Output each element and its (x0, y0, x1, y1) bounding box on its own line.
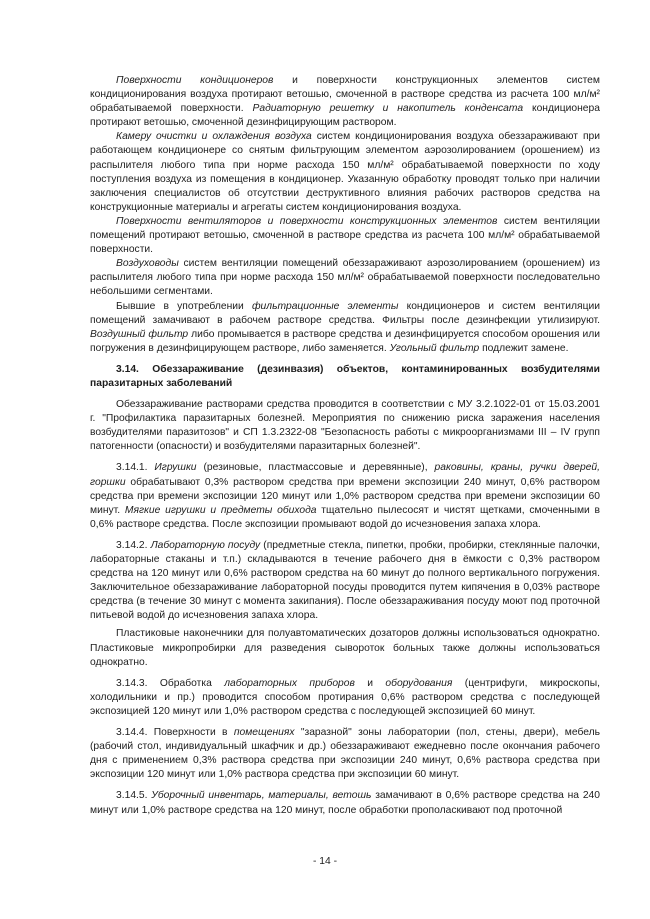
paragraph-air-ducts: Воздуховоды систем вентиляции помещений обеззараживают аэрозолированием (орошением) из распылителя любого типа при норме расхода 150 мл/м² обрабатываемой поверхности последовательно небольшими сегментами. (90, 258, 600, 298)
paragraph-conditioner-surfaces: Поверхности кондиционеров и поверхности конструкционных элементов систем кондиционирования воздуха протирают ветошью, смоченной в растворе средства из расчета 100 мл/м² обрабатываемой поверхности. Радиаторную решетку и накопитель конденсата кондиционера протирают ветошью, смоченной дезинфицирующим раствором. (90, 75, 600, 129)
paragraph-3-14-3-lab-devices: 3.14.3. Обработка лабораторных приборов и оборудования (центрифуги, микроскопы, холодильники и пр.) проводится способом протирания 0,6% раствором средства с последующей экспозицией 120 минут или 1,0% раствором средства с последующей экспозицией 60 минут. (90, 677, 600, 717)
paragraph-3-14-2-lab-glassware: 3.14.2. Лабораторную посуду (предметные стекла, пипетки, пробки, пробирки, стеклянные палочки, лабораторные стаканы и т.п.) складываются в течение рабочего дня в ёмкости с 0,3% раствором средства на 120 минут или 0,6% раствором средства на 60 минут до полного вертикального погружения. Заключительное обеззараживание лабораторной посуды проводится путем кипячения в 0,03% растворе средства (в течение 30 минут с момента закипания). После обеззараживания посуду моют под проточной питьевой водой до исчезновения запаха хлора. (90, 539, 600, 622)
paragraph-fan-surfaces: Поверхности вентиляторов и поверхности конструкционных элементов систем вентиляции помещений протирают ветошью, смоченной в растворе средства из расчета 100 мл/м² обрабатываемой поверхности. (90, 215, 600, 256)
paragraph-3-14-4-rooms: 3.14.4. Поверхности в помещениях "заразной" зоны лаборатории (пол, стены, двери), мебель (рабочий стол, индивидуальный шкафчик и др.) обеззараживают ежедневно после окончания рабочего дня с применением 0,3% раствора средства при экспозиции 240 минут, 0,6% раствора средства при экспозиции 120 минут или 1,0% раствора средства при экспозиции 60 минут. (90, 727, 600, 781)
paragraph-3-14-5-cleaning-equipment: 3.14.5. Уборочный инвентарь, материалы, ветошь замачивают в 0,6% растворе средства на 240 минут или 1,0% растворе средства на 120 минут, после обработки прополаскивают под проточной (90, 790, 600, 816)
paragraph-3-14-1-toys: 3.14.1. Игрушки (резиновые, пластмассовые и деревянные), раковины, краны, ручки дверей, горшки обрабатывают 0,3% раствором средства при времени экспозиции 240 минут, 0,6% раствором средства при времени экспозиции 120 минут или 1,0% раствором средства при времени экспозиции 60 минут. Мягкие игрушки и предметы обихода тщательно пылесосят и чистят щетками, смоченными в 0,6% растворе средства. После экспозиции промывают водой до исчезновения запаха хлора. (90, 462, 601, 530)
paragraph-filters: Бывшие в употреблении фильтрационные элементы кондиционеров и систем вентиляции помещений замачивают в рабочем растворе средства. Фильтры после дезинфекции утилизируют. Воздушный фильтр либо промывается в растворе средства и дезинфицируется способом орошения или погружения в дезинфицирующем растворе, либо заменяется. Угольный фильтр подлежит замене. (90, 300, 600, 354)
page-number: - 14 - (312, 856, 338, 867)
section-heading-3-14: 3.14. Обеззараживание (дезинвазия) объектов, контаминированных возбудителями паразитарных заболеваний (90, 363, 600, 389)
paragraph-plastic-tips: Пластиковые наконечники для полуавтоматических дозаторов должны использоваться однократно. Пластиковые микропробирки для разведения сывороток больных также должны использоваться однократно. (90, 628, 600, 668)
paragraph-regulations: Обеззараживание растворами средства проводится в соответствии с МУ 3.2.1022-01 от 15.03.2001 г. "Профилактика паразитарных болезней. Мероприятия по снижению риска заражения населения возбудителями паразитозов" и СП 1.3.2322-08 "Безопасность работы с микроорганизмами III – IV групп патогенности (опасности) и возбудителями паразитарных болезней". (90, 399, 600, 453)
paragraph-air-cooling-chamber: Камеру очистки и охлаждения воздуха систем кондиционирования воздуха обеззараживают при работающем кондиционере со снятым фильтрующим элементом аэрозолированием (орошением) из распылителя любого типа при норме расхода 150 мл/м² обрабатываемой поверхности по ходу поступления воздуха из помещения в кондиционер. Указанную обработку проводят только при наличии заключения специалистов об отсутствии деструктивного влияния рабочих растворов средства на конструкционные материалы и агрегаты систем кондиционирования воздуха. (90, 131, 600, 213)
